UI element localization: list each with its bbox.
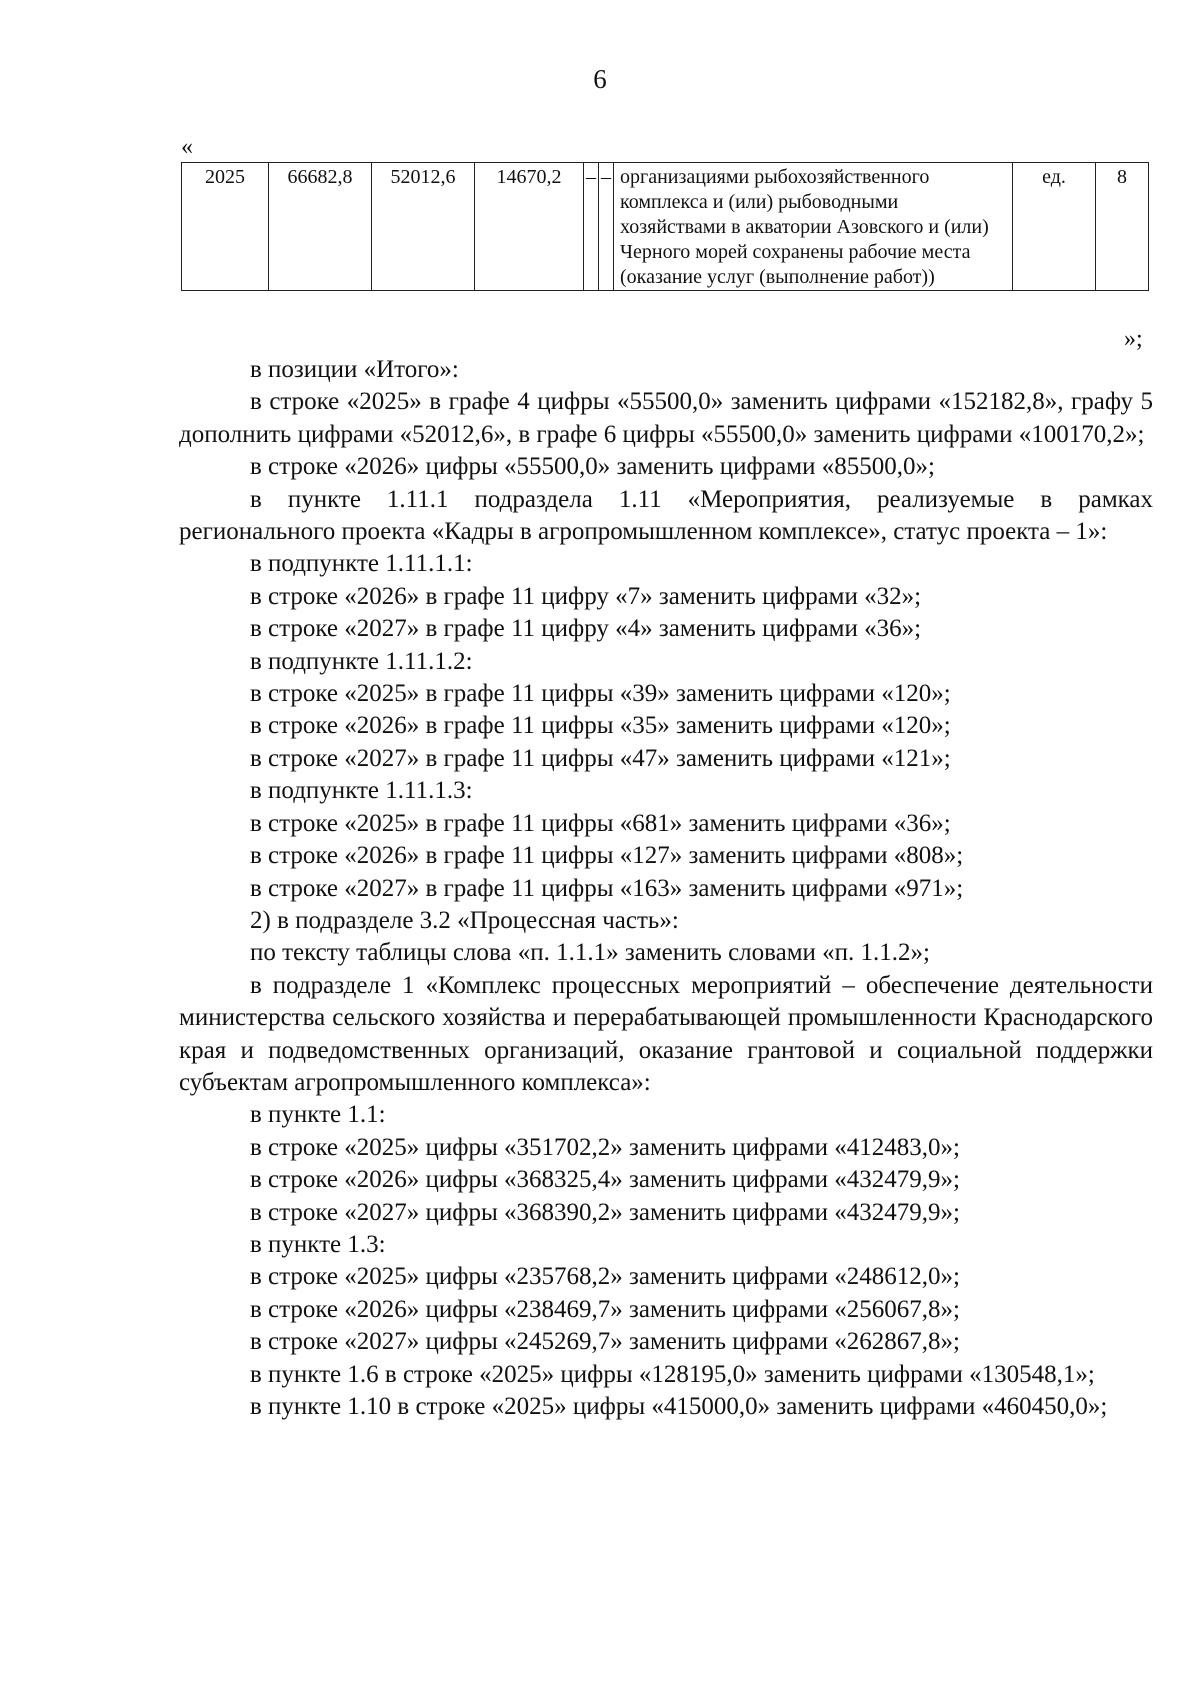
paragraph: в строке «2026» в графе 11 цифру «7» заменить цифрами «32»; (250, 582, 922, 610)
amendment-table (181, 162, 1149, 291)
cell-col4: 14670,2 (475, 163, 584, 291)
paragraph: в позиции «Итого»: (250, 356, 459, 383)
paragraph: в строке «2025» цифры «351702,2» заменить цифрами «412483,0»; (250, 1133, 960, 1161)
page-number: 6 (593, 64, 607, 94)
cell-col6: – (599, 163, 614, 291)
cell-unit: ед. (1013, 163, 1096, 291)
cell-col5: – (584, 163, 599, 291)
paragraph: в строке «2025» в графе 4 цифры «55500,0» заменить цифрами «152182,8», графу 5 дополнить цифрами «52012,6», в графе 6 цифры «55500,0» заменить цифрами «100170,2»; (179, 388, 1153, 448)
paragraph: в строке «2026» в графе 11 цифры «35» заменить цифрами «120»; (250, 712, 951, 740)
paragraph: в строке «2025» в графе 11 цифры «39» заменить цифрами «120»; (250, 680, 951, 708)
paragraph: в строке «2025» в графе 11 цифры «681» заменить цифрами «36»; (250, 809, 951, 837)
paragraph: в строке «2025» цифры «235768,2» заменить цифрами «248612,0»; (250, 1263, 960, 1291)
cell-description: организациями рыбохозяйственного комплекса и (или) рыбоводными хозяйствами в акватории Азовского и (или) Черного морей сохранены рабочие места (оказание услуг (выполнение работ)) (614, 163, 1013, 291)
cell-value: 8 (1096, 163, 1149, 291)
cell-total: 66682,8 (269, 163, 372, 291)
cell-year: 2025 (182, 163, 269, 291)
paragraph: в строке «2027» цифры «368390,2» заменить цифрами «432479,9»; (250, 1198, 960, 1226)
paragraph: в подразделе 1 «Комплекс процессных мероприятий – обеспечение деятельности министерства сельского хозяйства и перерабатывающей промышленности Краснодарского края и подведомственных организаций, оказание грантовой и социальной поддержки субъектам агропромышленного комплекса»: (179, 971, 1153, 1096)
paragraph: в подпункте 1.11.1.1: (250, 550, 473, 578)
paragraph: в пункте 1.1: (250, 1101, 386, 1129)
paragraph: по тексту таблицы слова «п. 1.1.1» заменить словами «п. 1.1.2»; (250, 939, 930, 967)
table-close-quote: »; (1124, 326, 1143, 352)
paragraph: в строке «2027» в графе 11 цифры «47» заменить цифрами «121»; (250, 744, 951, 772)
paragraph: в строке «2027» в графе 11 цифру «4» заменить цифрами «36»; (250, 615, 922, 643)
paragraph: в строке «2027» в графе 11 цифры «163» заменить цифрами «971»; (250, 874, 964, 902)
cell-col3: 52012,6 (372, 163, 475, 291)
paragraph: в пункте 1.11.1 подраздела 1.11 «Мероприятия, реализуемые в рамках регионального проекта «Кадры в агропромышленном комплексе», статус проекта – 1»: (179, 485, 1153, 546)
paragraph: в пункте 1.10 в строке «2025» цифры «415000,0» заменить цифрами «460450,0»; (250, 1393, 1108, 1420)
paragraph: в пункте 1.3: (250, 1230, 386, 1258)
paragraph: в подпункте 1.11.1.3: (250, 777, 473, 805)
paragraph: в подпункте 1.11.1.2: (250, 647, 473, 675)
paragraph: в пункте 1.6 в строке «2025» цифры «128195,0» заменить цифрами «130548,1»; (250, 1360, 1095, 1388)
document-body (179, 354, 1153, 1423)
paragraph: в строке «2027» цифры «245269,7» заменить цифрами «262867,8»; (250, 1328, 960, 1356)
paragraph: в строке «2026» в графе 11 цифры «127» заменить цифрами «808»; (250, 842, 964, 870)
paragraph: в строке «2026» цифры «55500,0» заменить цифрами «85500,0»; (250, 453, 935, 481)
paragraph: в строке «2026» цифры «238469,7» заменить цифрами «256067,8»; (250, 1295, 960, 1323)
paragraph: в строке «2026» цифры «368325,4» заменить цифрами «432479,9»; (250, 1166, 960, 1194)
paragraph: 2) в подразделе 3.2 «Процессная часть»: (250, 906, 679, 934)
table-open-quote: « (181, 134, 193, 160)
table-row (182, 163, 1149, 291)
